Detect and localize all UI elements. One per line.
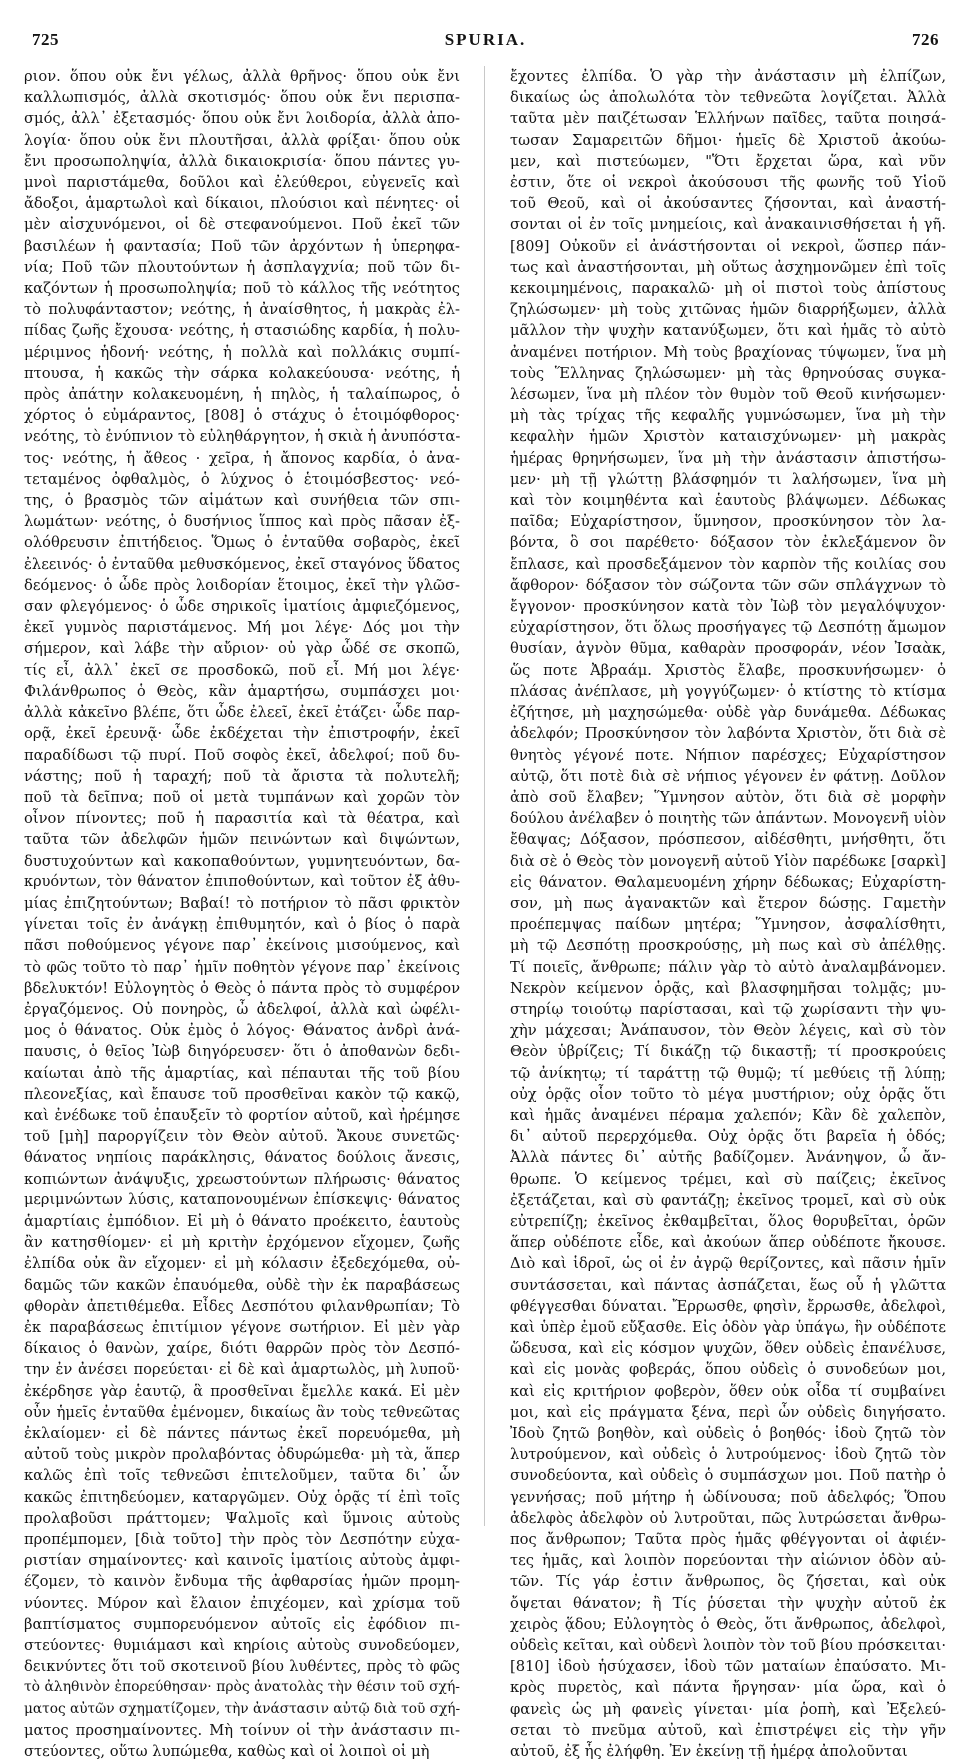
text-line: συνοδεύοντα, καὶ οὐδεὶς ὁ συμπάσχων μοι. Ποῦ πατὴρ ὁ xyxy=(510,1467,946,1485)
text-line: τοὺς Ἕλληνας ζηλώσωμεν· μὴ τὰς θρηνούσας συγκα- xyxy=(510,364,946,382)
text-line: μᾶλλον τὴν ψυχὴν κατανύξωμεν, ὅτι καὶ ἡμᾶς τὸ αὐτὸ xyxy=(510,322,946,340)
right-text-column xyxy=(510,66,946,1762)
text-line: ἔνι προσωποληψία, ἀλλὰ δικαιοκρισία· ὅπου πάντες γυ- xyxy=(24,152,460,170)
text-line: ἀδελφόν; Προσκύνησον τὸν λαβόντα Χριστὸν, ὅτι διὰ σὲ xyxy=(510,725,946,743)
text-line: θρωπε. Ὁ κείμενος τρέμει, καὶ σὺ παίζεις; ἐκεῖνος xyxy=(510,1170,946,1188)
text-line: [809] Οὐκοῦν εἰ ἀνάστήσονται οἱ νεκροὶ, ὥσπερ πάν- xyxy=(510,237,946,255)
text-line: σεται τὸ πνεῦμα αὐτοῦ, καὶ ἐπιστρέψει εἰς τὴν γῆν xyxy=(510,1721,946,1739)
text-line: προπέμπομεν, [διὰ τοῦτο] τὴν πρὸς τὸν Δεσπότην εὐχα- xyxy=(24,1531,460,1549)
text-line: ἀπὸ σοῦ ἔλαβεν; Ὕμνησον αὐτὸν, ὅτι διὰ σὲ μορφὴν xyxy=(510,788,946,806)
text-line: μὴ τῷ Δεσπότῃ προσκρούσῃς, μὴ πως καὶ σὺ ἀπέλθῃς. xyxy=(510,937,946,955)
text-line: δυστυχούντων καὶ κακοπαθούντων, γυμνητευόντων, δα- xyxy=(24,852,460,870)
text-line: καὶ ἡμᾶς ἀναμένει πέραμα χαλεπόν; Κἂν δὲ χαλεπὸν, xyxy=(510,1106,946,1124)
text-line: ὥς ποτε Ἀβραάμ. Χριστὸς ἔλαβε, προσκυνήσωμεν· ὁ xyxy=(510,661,946,679)
text-line: αὐτοῦ τοὺς μικρὸν προλαβόντας ὀδυρώμεθα· μὴ τὰ, ἅπερ xyxy=(24,1446,460,1464)
text-line: αὐτῷ, ὅτι ποτὲ διὰ σὲ νήπιος γέγονεν ἐν φάτνῃ. Δοῦλον xyxy=(510,767,946,785)
text-line: γεννήσας; ποῦ μήτηρ ἡ ὠδίνουσα; ποῦ ἀδελφός; Ὅπου xyxy=(510,1488,946,1506)
text-line: πίδας ζωῆς ἔχουσα· νεότης, ἡ στασιώδης καρδία, ἡ πολυ- xyxy=(24,322,460,340)
text-line: καίωται ἀπὸ τῆς ἁμαρτίας, καὶ πέπαυται τῆς τοῦ βίου xyxy=(24,1064,460,1082)
running-title: SPURIA. xyxy=(444,30,527,49)
text-line: Τί ποιεῖς, ἄνθρωπε; πάλιν γὰρ τὸ αὐτὸ ἀναλαμβάνομεν. xyxy=(510,958,946,976)
text-line: παυσις, ὁ θεῖος Ἰὼβ διηγόρευσεν· ὅτι ὁ ἀποθανὼν δεδι- xyxy=(24,1043,460,1061)
text-line: μεν, καὶ πιστεύωμεν, "Ὅτι ἔρχεται ὥρα, καὶ νῦν xyxy=(510,152,946,170)
text-line: οὖν ἡμεῖς ἐνταῦθα ἐμένομεν, δικαίως ἂν τοὺς τεθνεῶτας xyxy=(24,1403,460,1421)
text-line: λογία· ὅπου οὐκ ἔνι πλουτῆσαι, ἀλλὰ φρίξαι· ὅπου οὐκ xyxy=(24,131,460,149)
text-line: ἐκέρδησε γὰρ ἑαυτῷ, ἃ προσθεῖναι ἔμελλε κακά. Εἰ μὲν xyxy=(24,1382,460,1400)
text-line: ἄδοξοι, ἁμαρτωλοὶ καὶ δίκαιοι, πλούσιοι καὶ πένητες· οἱ xyxy=(24,195,460,213)
text-line: καζόντων ἡ προσωποληψία; ποῦ τὸ κάλλος τῆς νεότητος xyxy=(24,280,460,298)
text-line: τὸ ἀληθινὸν ἐπορεύθησαν· πρὸς ἀνατολὰς τὴν θέσιν τοῦ σχή- xyxy=(24,1679,460,1696)
text-line: καλλωπισμός, ἀλλὰ σκοτισμός· ὅπου οὐκ ἔνι περισπα- xyxy=(24,89,460,107)
text-line: κεκοιμημένοις, παρακαλῶ· μὴ οἱ πιστοὶ τοὺς ἀπίστους xyxy=(510,280,946,298)
text-line: τοῦ Θεοῦ, καὶ οἱ ἀκούσαντες ζήσονται, καὶ ἀναστή- xyxy=(510,195,946,213)
text-line: εὐτρεπίζῃ; ἐκεῖνος ἐκθαμβεῖται, ὅλος θορυβεῖται, ὁρῶν xyxy=(510,1212,946,1230)
text-line: χειρὸς ᾅδου; Εὐλογητὸς ὁ Θεὸς, ὅτι ἄνθρωπος, ἀδελφοὶ, xyxy=(510,1615,946,1633)
text-line: καὶ τὸν κοιμηθέντα καὶ ἑαυτοὺς βλάψωμεν. Δέδωκας xyxy=(510,492,946,510)
text-line: ἐργαζόμενος. Οὐ πονηρὸς, ὦ ἀδελφοί, ἀλλὰ καὶ ὠφέλι- xyxy=(24,1000,460,1018)
text-line: μίας ἐπιζητούντων; Βαβαί! τὸ ποτήριον τὸ πᾶσι φρικτὸν xyxy=(24,894,460,912)
text-line: ζηλώσωμεν· μὴ τοὺς χιτῶνας ἡμῶν διαρρήξωμεν, ἀλλὰ xyxy=(510,301,946,319)
text-line: φανεὶς ὡς μὴ φανεὶς γίνεται· μία ῥοπὴ, καὶ Ἐξελεύ- xyxy=(510,1700,946,1718)
text-line: δι᾽ αὐτοῦ περερχόμεθα. Οὐχ ὁρᾷς ὅτι βαρεῖα ἡ ὁδός; xyxy=(510,1128,946,1146)
text-line: τῷ ἀνίκητῳ; τί ταράττῃ τῷ θυμῷ; τί μεθύεις τῇ λύπῃ; xyxy=(510,1064,946,1082)
text-line: ἔχοντες ἐλπίδα. Ὁ γὰρ τὴν ἀνάστασιν μὴ ἐλπίζων, xyxy=(510,68,946,85)
text-line: βασιλέων ἡ φαντασία; Ποῦ τῶν ἀρχόντων ἡ ὑπερηφα- xyxy=(24,237,460,255)
text-line: σαν φλεγόμενος· ὁ ὧδε σηρικοῖς ἱματίοις ἀμφιεζόμενος, xyxy=(24,598,460,616)
text-line: ἐξετάζεται, καὶ σὺ φαντάζῃ; ἐκεῖνος τρομεῖ, καὶ σὺ οὐκ xyxy=(510,1191,946,1209)
text-line: ἄφθορον· δόξασον τὸν σώζοντα τῶν σῶν σπλάγχνων τὸ xyxy=(510,576,946,594)
text-line: ἐκ παραβάσεως ἐπιτίμιον γέγονε σωτήριον. Εἰ μὲν γὰρ xyxy=(24,1318,460,1336)
text-line: τὸ φῶς τοῦτο τὸ παρ᾽ ἡμῖν ποθητὸν γέγονε παρ᾽ ἐκείνοις xyxy=(24,958,460,976)
text-line: παραδίδωσι τῷ πυρί. Ποῦ σοφὸς ἐκεῖ, ἀδελφοί; ποῦ δυ- xyxy=(24,746,460,764)
text-line: στεύοντες, οὕτω λυπώμεθα, καθὼς καὶ οἱ λοιποὶ οἱ μὴ xyxy=(24,1743,430,1761)
text-line: ποῦ τὰ δεῖπνα; ποῦ οἱ μετὰ τυμπάνων καὶ χορῶν τὸν xyxy=(24,788,460,806)
text-line: ἐκεῖ γυμνὸς παριστάμενος. Μή μοι λέγε· Δός μοι τὴν xyxy=(24,619,460,637)
text-line: ὥδευσα, καὶ εἰς κόσμον ψυχῶν, ὅθεν οὐδεὶς ἐπανέλυσε, xyxy=(510,1340,946,1358)
text-line: τῶν. Τίς γάρ ἐστιν ἄνθρωπος, ὃς ζήσεται, καὶ οὐκ xyxy=(510,1573,946,1591)
text-line: γίνεται τοῖς ἐν ἀνάγκῃ ἐπιθυμητόν, καὶ ὁ βίος ὁ παρὰ xyxy=(24,916,460,934)
text-line: την ἐν ἀνέσει πορεύεται· εἰ δὲ καὶ ἁμαρτωλὸς, μὴ λυποῦ· xyxy=(24,1361,460,1379)
text-line: πος ἄνθρωπον; Ταῦτα πρὸς ἡμᾶς φθέγγονται οἱ ἀφιέν- xyxy=(510,1531,946,1549)
text-line: καλῶς ἐπὶ τοῖς τεθνεῶσι ἐπιτελοῦμεν, ταῦτα δι᾽ ὧν xyxy=(24,1467,460,1485)
text-line: δεικνύντες ὅτι τοῦ σκοτεινοῦ βίου λυθέντες, πρὸς τὸ φῶς xyxy=(24,1658,460,1676)
text-line: τίς εἶ, ἀλλ᾽ ἐκεῖ σε προσδοκῶ, ποῦ εἶ. Μή μοι λέγε· xyxy=(24,661,460,679)
text-line: ἔγγονον· προσκύνησον κατὰ τὸν Ἰὼβ τὸν μεγαλόψυχον· xyxy=(510,598,946,616)
text-line: μὴ τὰς τρίχας τῆς κεφαλῆς γυμνώσωμεν, ἵνα μὴ τὴν xyxy=(510,407,946,425)
text-line: συντάσσεται, καὶ πάντας ἀσπάζεται, ἕως οὗ ἡ γλῶττα xyxy=(510,1276,946,1294)
text-line: μεν· μὴ τῇ γλώττῃ βλάσφημόν τι λαλήσωμεν, ἵνα μὴ xyxy=(510,470,946,488)
text-line: ἔπλασε, καὶ προσδεξάμενον τὸν καρπὸν τῆς κοιλίας σου xyxy=(510,555,946,573)
text-line: νύοντες. Μύρον καὶ ἔλαιον ἐπιχέομεν, καὶ χρίσμα τοῦ xyxy=(24,1594,460,1612)
text-line: ἡμέρας θρηνήσωμεν, ἵνα μὴ τὴν ἀνάστασιν ἀπιστήσω- xyxy=(510,449,946,467)
text-line: [810] ἰδοὺ ἡσύχασεν, ἰδοὺ τῶν ματαίων ἐπαύσατο. Μι- xyxy=(510,1658,946,1676)
text-line: ἐλπίδα οὐκ ἂν εἴχομεν· εἰ μὴ κόλασιν ἐξεδεχόμεθα, οὐ- xyxy=(24,1255,460,1273)
text-line: μέριμνος ἡδονή· νεότης, ἡ πολλὰ καὶ πολλάκις συμπί- xyxy=(24,343,460,361)
text-line: μοι, καὶ εἰς πράγματα ξένα, περὶ ὧν οὐδεὶς διηγήσατο. xyxy=(510,1403,946,1421)
text-line: καὶ εἰς κριτήριον φοβερὸν, ὅθεν οὐκ οἶδα τί συμβαίνει xyxy=(510,1382,946,1400)
text-line: τες ἡμᾶς, καὶ λοιπὸν πορεύονται τὴν αἰώνιον ὁδὸν αὐ- xyxy=(510,1552,946,1570)
text-line: ἐζήτησε, μὴ μαχησώμεθα· οὐδὲ γὰρ δυνάμεθα. Δέδωκας xyxy=(510,704,946,722)
text-line: Φιλάνθρωπος ὁ Θεὸς, κἂν ἁμαρτήσω, συμπάσχει μοι· xyxy=(24,682,460,700)
text-line: ολόθρευσιν ἐπιτήδειος. Ὅμως ὁ ἐνταῦθα σοβαρὸς, ἐκεῖ xyxy=(24,534,460,552)
text-line: χόρτος ὁ εὐμάραντος, [808] ὁ στάχυς ὁ ἑτοιμόφθορος· xyxy=(24,407,460,425)
text-line: μος ὁ θάνατος. Οὐκ ἐμὸς ὁ λόγος· Θάνατος ἀνδρὶ ἀνά- xyxy=(24,1022,460,1040)
text-line: Νεκρὸν κείμενον ὁρᾷς, καὶ βλασφημῆσαι τολμᾷς; μυ- xyxy=(510,979,946,997)
text-line: μὲν αἰσχυνόμενοι, οἱ δὲ στεφανούμενοι. Ποῦ ἐκεῖ τῶν xyxy=(24,216,460,234)
text-line: ἅπερ οὐδέποτε εἶδε, καὶ ἀκούων ἅπερ οὐδέποτε ἤκουσε. xyxy=(510,1234,946,1252)
text-line: προέπεμψας παίδων μητέρα; Ὕμνησον, ἀσφαλίσθητι, xyxy=(510,916,946,934)
text-line: πτουσα, ἡ κακῶς τὴν σάρκα κολακεύουσα· νεότης, ἡ xyxy=(24,364,460,382)
text-line: τως καὶ ἀναστήσονται, μὴ οὕτως ἀσχημονῶμεν ἐπὶ τοῖς xyxy=(510,258,946,276)
text-line: σμός, ἀλλ᾽ ἐξετασμός· ὅπου οὐκ ἔνι λοιδορία, ἀλλὰ ἀπο- xyxy=(24,110,460,128)
text-line: κεφαλὴν ἡμῶν Χριστὸν καταισχύνωμεν· μὴ μακρὰς xyxy=(510,428,946,446)
text-line: λυτρούμενον, καὶ οὐδεὶς ὁ λυτρούμενος· ἰδοὺ ζητῶ τὸν xyxy=(510,1446,946,1464)
text-line: ριον. ὅπου οὐκ ἔνι γέλως, ἀλλὰ θρῆνος· ὅπου οὐκ ἔνι xyxy=(24,68,460,85)
text-line: εὐχαρίστησον, ὅτι ὅλως προσήγαγες τῷ Δεσπότῃ ἄμωμον xyxy=(510,619,946,637)
text-line: κρυόντων, τὸν θάνατον ἐπιποθούντων, καὶ τοῦτον ἐξ ἀθυ- xyxy=(24,873,460,890)
text-line: προλαβοῦσι πράττομεν; Ψαλμοῖς καὶ ὕμνοις αὐτοὺς xyxy=(24,1509,460,1527)
text-line: λέσωμεν, ἵνα μὴ πλέον τὸν θυμὸν τοῦ Θεοῦ κινήσωμεν· xyxy=(510,386,946,404)
text-line: τεταμένος ὀφθαλμὸς, ὁ λύχνος ὁ ἑτοιμόσβεστος· νεό- xyxy=(24,470,460,488)
text-line: θνητὸς γέγονέ ποτε. Νήπιον παρέσχες; Εὐχαρίστησον xyxy=(510,746,946,764)
text-line: φθέγγεσθαι δύναται. Ἔρρωσθε, φησὶν, ἔρρωσθε, ἀδελφοὶ, xyxy=(510,1297,946,1315)
page-header xyxy=(32,30,939,60)
column-divider xyxy=(484,66,485,1526)
text-line: Θεὸν ὑβρίζεις; Τί δικάζῃ τῷ δικαστῇ; τί προσκρούεις xyxy=(510,1043,946,1061)
text-line: τωσαν Σαμαρειτῶν δῆμοι· ἡμεῖς δὲ Χριστοῦ ἀκούω- xyxy=(510,131,946,149)
page-number-left: 725 xyxy=(32,30,59,49)
text-line: θάνατος νηπίοις παράκλησις, θάνατος δούλοις ἄνεσις, xyxy=(24,1149,460,1167)
text-line: δούλου ἀνέλαβεν ὁ ποιητὴς τῶν ἁπάντων. Μονογενῆ υἱὸν xyxy=(510,810,946,828)
text-line: μνοὶ παριστάμεθα, δοῦλοι καὶ ἐλεύθεροι, εὐγενεῖς καὶ xyxy=(24,174,460,192)
text-line: καὶ ἐνέδωκε τοῦ ἐπαυξεῖν τὸ φορτίον αὐτοῦ, καὶ ἠρέμησε xyxy=(24,1106,460,1124)
text-line: τὸ πολυφάνταστον; νεότης, ἡ ἀναίσθητος, ἡ μακρὰς ἐλ- xyxy=(24,301,460,319)
text-line: ματος προσημαίνοντες. Μὴ τοίνυν οἱ τὴν ἀνάστασιν πι- xyxy=(24,1721,460,1739)
text-line: ἀναμένει ποτήριον. Μὴ τοὺς βραχίονας τύψωμεν, ἵνα μὴ xyxy=(510,343,946,361)
text-line: ἐκλαίομεν· εἰ δὲ πάντες πάντως ἐκεῖ πορευόμεθα, μὴ xyxy=(24,1425,460,1442)
text-line: κακῶς ἐπιτηδεύομεν, καταργῶμεν. Οὐχ ὁρᾷς τί ἐπὶ τοῖς xyxy=(24,1488,460,1506)
text-line: ματος αὐτῶν σχηματίζομεν, τὴν ἀνάστασιν αὐτῷ διὰ τοῦ σχή- xyxy=(24,1700,460,1717)
text-line: παῖδα; Εὐχαρίστησον, ὕμνησον, προσκύνησον τὸν λα- xyxy=(510,513,946,531)
text-line: καὶ εἰς μονὰς φοβεράς, ὅπου οὐδεὶς ὁ συνοδεύων μοι, xyxy=(510,1361,946,1379)
text-line: βόντα, ὃ σοι παρέθετο· δόξασον τὸν ἐκλεξάμενον ὃν xyxy=(510,534,946,552)
text-line: πλεονεξίας, καὶ ἔπαυσε τοῦ προσθεῖναι κακὸν τῷ κακῷ, xyxy=(24,1085,460,1103)
text-line: Ἰδοὺ ζητῶ βοηθὸν, καὶ οὐδεὶς ὁ βοηθός· ἰδοὺ ζητῶ τὸν xyxy=(510,1425,946,1442)
text-line: ἔθαψας; Δόξασον, πρόσπεσον, αἰδέσθητι, μνήσθητι, ὅτι xyxy=(510,831,946,849)
text-line: στηρίῳ τοιούτῳ παρίστασαι, καὶ τῷ χωρίσαντι τὴν ψυ- xyxy=(510,1000,946,1018)
text-line: πλάσας ἀνέπλασε, μὴ γογγύζωμεν· ὁ κτίστης τὸ κτίσμα xyxy=(510,682,946,700)
text-line: κοπιώντων ἀνάψυξις, χρεωστούντων πλήρωσις· θάνατος xyxy=(24,1170,460,1188)
text-line: οὐδεὶς κεῖται, καὶ οὐδενὶ λοιπὸν τὸν τοῦ βίου πρόσκειται· xyxy=(510,1637,946,1655)
text-line: εἰς θάνατον. Θαλαμευομένη χήρην δέδωκας; Εὐχαρίστη- xyxy=(510,873,946,891)
left-text-column xyxy=(24,66,460,1762)
text-line: αὐτοῦ, ἐξ ἧς ἐλήφθη. Ἐν ἐκείνῃ τῇ ἡμέρᾳ ἀπολοῦνται xyxy=(510,1743,908,1761)
text-line: ἁμαρτίαις ἐμπόδιον. Εἰ μὴ ὁ θάνατο προέκειτο, ἑαυτοὺς xyxy=(24,1212,460,1230)
text-line: πρὸς ἀπάτην κολακευομένη, ἡ πηλὸς, ἡ ταλαίπωρος, ὁ xyxy=(24,386,460,404)
text-line: σον, μὴ πως ἀγανακτῶν καὶ ἔτερον δώσῃς. Γαμετὴν xyxy=(510,894,946,912)
text-line: ἐστιν, ὅτε οἱ νεκροὶ ἀκούσουσι τῆς φωνῆς τοῦ Υἱοῦ xyxy=(510,174,946,192)
text-line: φθορὰν ἀπετιθέμεθα. Εἶδες Δεσπότου φιλανθρωπίαν; Τὸ xyxy=(24,1297,460,1315)
text-line: ἀλλὰ κἀκεῖνο βλέπε, ὅτι ὧδε ἐλεεῖ, ἐκεῖ ἐτάζει· ὧδε παρ- xyxy=(24,704,460,722)
text-line: σήμερον, καὶ λάβε τὴν αὔριον· οὐ γὰρ ὧδέ σε σκοπῶ, xyxy=(24,640,460,658)
text-line: δαμῶς τῶν κακῶν ἐπαυόμεθα, οὐδὲ τὴν ἐκ παραβάσεως xyxy=(24,1276,460,1294)
text-line: της, ὁ βρασμὸς τῶν αἱμάτων καὶ συνήθεια τῶν σπι- xyxy=(24,492,460,510)
text-line: τοῦ [μὴ] παροργίζειν τὸν Θεὸν αὐτοῦ. Ἄκουε συνετῶς· xyxy=(24,1128,460,1146)
text-line: κρὸς πυρετὸς, καὶ πάντα ἤργησαν· μία ὥρα, καὶ ὁ xyxy=(510,1679,946,1697)
text-line: ὄψεται θάνατον; ἢ Τίς ῥύσεται τὴν ψυχὴν αὐτοῦ ἐκ xyxy=(510,1594,946,1612)
text-line: ορᾷ, ἐκεῖ ἐρευνᾷ· ὧδε ἐκδέχεται τὴν ἐπιστροφήν, ἐκεῖ xyxy=(24,725,460,743)
text-line: στεύοντες· θυμιάμασι καὶ κηρίοις αὐτοὺς συνοδεύομεν, xyxy=(24,1637,460,1655)
text-line: ἀδελφὸς ἀδελφὸν οὐ λυτροῦται, πῶς λυτρώσεται ἄνθρω- xyxy=(510,1509,946,1527)
text-line: σονται οἱ ἐν τοῖς μνημείοις, καὶ ἀνακαινισθήσεται ἡ γῆ. xyxy=(510,216,946,234)
text-line: οὐχ ὁρᾷς οἷον τοῦτο τὸ μέγα μυστήριον; οὐχ ὁρᾷς ὅτι xyxy=(510,1085,946,1103)
text-line: λωμάτων· νεότης, ὁ δυσήνιος ἵππος καὶ πρὸς πᾶσαν ἐξ- xyxy=(24,513,460,531)
text-line: ταῦτα μὲν παιζέτωσαν Ἑλλήνων παῖδες, ταῦτα ποιησά- xyxy=(510,110,946,128)
text-line: ἐλεεινός· ὁ ἐνταῦθα μεθυσκόμενος, ἐκεῖ σταγόνος ὕδατος xyxy=(24,555,460,573)
text-line: θυσίαν, ἁγνὸν θῦμα, καθαρὰν προσφοράν, νέον Ἰσαὰκ, xyxy=(510,640,946,658)
text-line: νάστης; ποῦ ἡ ταραχή; ποῦ τὰ ἄριστα τὰ πολυτελῆ; xyxy=(24,767,460,785)
text-line: ριστίαν σημαίνοντες· καὶ καινοῖς ἱματίοις αὐτοὺς ἀμφι- xyxy=(24,1552,460,1570)
text-line: δεόμενος· ὁ ὧδε πρὸς λοιδορίαν ἕτοιμος, ἐκεῖ τὴν γλῶσ- xyxy=(24,576,460,594)
page-number-right: 726 xyxy=(912,30,939,49)
text-line: βδελυκτόν! Εὐλογητὸς ὁ Θεὸς ὁ πάντα πρὸς τὸ συμφέρον xyxy=(24,979,460,997)
text-line: ταῦτα τῶν ἀδελφῶν ἡμῶν πεινώντων καὶ διψώντων, xyxy=(24,831,460,849)
text-line: δικαίως ὡς ἀπολωλότα τὸν τεθνεῶτα λογίζεται. Ἀλλὰ xyxy=(510,89,946,107)
text-line: δίκαιος ὁ θανὼν, χαίρε, διότι θαρρῶν πρὸς τὸν Δεσπό- xyxy=(24,1340,460,1358)
text-line: Ἀλλὰ πάντες δι᾽ αὐτῆς βαδίζομεν. Ἀνάνηψον, ὦ ἄν- xyxy=(510,1149,946,1167)
text-line: διὰ σὲ ὁ Θεὸς τὸν μονογενῆ αὐτοῦ Υἱὸν παρέδωκε [σαρκὶ] xyxy=(510,852,946,870)
text-line: ἂν κατησθίομεν· εἰ μὴ κριτὴν ἐρχόμενον εἴχομεν, ζωῆς xyxy=(24,1234,460,1252)
text-line: έζομεν, τὸ καινὸν ἔνδυμα τῆς ἀφθαρσίας ἡμῶν προμη- xyxy=(24,1573,460,1591)
text-line: οἶνον πίνοντες; ποῦ ἡ παρασιτία καὶ τὰ θέατρα, καὶ xyxy=(24,810,460,828)
text-line: χὴν μάχεσαι; Ἀνάπαυσον, τὸν Θεὸν λέγεις, καὶ σὺ τὸν xyxy=(510,1022,946,1040)
text-line: νεότης, τὸ ἐνύπνιον τὸ εὐληθάργητον, ἡ σκιὰ ἡ ἀνυπόστα- xyxy=(24,428,460,446)
text-line: πᾶσι ποθούμενος γέγονε παρ᾽ ἐκείνοις μισούμενος, καὶ xyxy=(24,937,460,955)
text-line: τος· νεότης, ἡ ἄθεος · χεῖρα, ἡ ἄπονος καρδία, ὁ ἀνα- xyxy=(24,449,460,467)
text-line: νία; Ποῦ τῶν πλουτούντων ἡ ἀσπλαγχνία; ποῦ τῶν δι- xyxy=(24,258,460,276)
text-line: βαπτίσματος συμπορευόμενον αὐτοῖς εἰς ἐφόδιον πι- xyxy=(24,1615,460,1633)
text-line: καὶ ὑπὲρ ἐμοῦ εὔξασθε. Εἰς ὁδὸν γὰρ ὑπάγω, ἣν οὐδέποτε xyxy=(510,1318,946,1336)
text-line: Διὸ καὶ ἱδροῖ, ὡς οἱ ἐν ἀγρῷ θερίζοντες, καὶ πᾶσιν ἡμῖν xyxy=(510,1255,946,1273)
text-line: μεριμνώντων λύσις, καταπονουμένων ἐπίσκεψις· θάνατος xyxy=(24,1191,460,1208)
